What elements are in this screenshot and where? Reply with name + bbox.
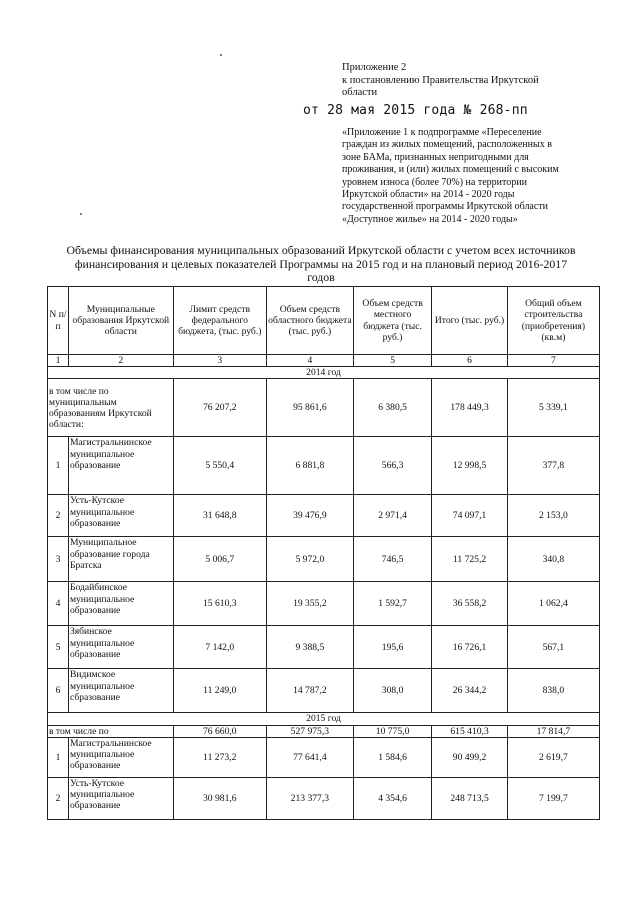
total-value: 6 380,5 (353, 379, 432, 437)
municipality-name: Зябинское муниципальное образование (68, 626, 173, 669)
row-value: 1 062,4 (507, 582, 599, 626)
total-value: 10 775,0 (353, 725, 432, 737)
column-number: 7 (507, 355, 599, 367)
row-value: 308,0 (353, 669, 432, 713)
financing-table (47, 286, 600, 820)
row-value: 12 998,5 (432, 437, 507, 495)
table-row (48, 437, 600, 495)
row-value: 248 713,5 (432, 777, 507, 819)
row-value: 2 971,4 (353, 495, 432, 537)
row-value: 377,8 (507, 437, 599, 495)
total-value: 178 449,3 (432, 379, 507, 437)
table-row (48, 777, 600, 819)
municipality-name: Бодайбинское муниципальное образование (68, 582, 173, 626)
row-value: 7 142,0 (173, 626, 266, 669)
row-value: 26 344,2 (432, 669, 507, 713)
row-value: 838,0 (507, 669, 599, 713)
row-value: 213 377,3 (266, 777, 353, 819)
column-header: Объем средств областного бюджета (тыс. руб.) (266, 287, 353, 355)
note-line: Иркутской области» на 2014 - 2020 годы (342, 189, 515, 201)
section-row (48, 367, 600, 379)
document-title (40, 244, 602, 285)
header-row (48, 287, 600, 355)
note-line: зоне БАМа, признанных непригодными для (342, 151, 529, 163)
row-number: 3 (48, 537, 69, 582)
row-value: 31 648,8 (173, 495, 266, 537)
row-value: 19 355,2 (266, 582, 353, 626)
row-value: 74 097,1 (432, 495, 507, 537)
table-row (48, 495, 600, 537)
row-value: 567,1 (507, 626, 599, 669)
row-value: 14 787,2 (266, 669, 353, 713)
note-line: «Доступное жилье» на 2014 - 2020 годы» (342, 213, 518, 225)
row-number: 5 (48, 626, 69, 669)
total-value: 5 339,1 (507, 379, 599, 437)
total-row (48, 725, 600, 737)
appendix-note (342, 127, 582, 226)
row-value: 5 006,7 (173, 537, 266, 582)
title-line: годов (307, 270, 335, 285)
column-header: Итого (тыс. руб.) (432, 287, 507, 355)
column-header: Общий объем строительства (приобретения) (кв.м) (507, 287, 599, 355)
table-row (48, 626, 600, 669)
municipality-name: Магистральнинское муниципальное образование (68, 437, 173, 495)
row-value: 7 199,7 (507, 777, 599, 819)
row-value: 30 981,6 (173, 777, 266, 819)
row-value: 11 249,0 (173, 669, 266, 713)
row-value: 1 584,6 (353, 737, 432, 777)
total-value: 76 207,2 (173, 379, 266, 437)
row-value: 90 499,2 (432, 737, 507, 777)
municipality-name: Видимское муниципальное сбразование (68, 669, 173, 713)
column-number: 6 (432, 355, 507, 367)
row-value: 39 476,9 (266, 495, 353, 537)
row-value: 2 153,0 (507, 495, 599, 537)
row-value: 566,3 (353, 437, 432, 495)
section-label-2014: 2014 год (48, 367, 600, 379)
total-value: 95 861,6 (266, 379, 353, 437)
row-value: 746,5 (353, 537, 432, 582)
note-line: граждан из жилых помещений, расположенных в (342, 139, 552, 151)
total-value: 76 660,0 (173, 725, 266, 737)
column-number: 4 (266, 355, 353, 367)
total-value: 615 410,3 (432, 725, 507, 737)
municipality-name: Усть-Кутское муниципальное образование (68, 495, 173, 537)
decree-date-number: от 28 мая 2015 года № 268-пп (303, 103, 528, 118)
total-value: 527 975,3 (266, 725, 353, 737)
row-value: 6 881,8 (266, 437, 353, 495)
section-label-2015: 2015 год (48, 713, 600, 725)
row-value: 2 619,7 (507, 737, 599, 777)
note-line: уровнем износа (более 70%) на территории (342, 176, 527, 188)
row-number: 2 (48, 777, 69, 819)
municipality-name: Муниципальное образование города Братска (68, 537, 173, 582)
row-number: 2 (48, 495, 69, 537)
row-value: 11 273,2 (173, 737, 266, 777)
column-header: N п/п (48, 287, 69, 355)
scan-speck (80, 213, 82, 215)
municipality-name: Магистральнинское муниципальное образование (68, 737, 173, 777)
row-value: 5 550,4 (173, 437, 266, 495)
title-line: Объемы финансирования муниципальных образований Иркутской области с учетом всех источников (66, 243, 576, 257)
row-number: 6 (48, 669, 69, 713)
section-row (48, 713, 600, 725)
table-body (48, 287, 600, 820)
row-value: 340,8 (507, 537, 599, 582)
column-number: 2 (68, 355, 173, 367)
column-header: Муниципальные образования Иркутской области (68, 287, 173, 355)
total-label: в том числе по муниципальным образованиям Иркутской области: (48, 379, 174, 437)
municipality-name: Усть-Кутское муниципальное образование (68, 777, 173, 819)
title-line: финансирования и целевых показателей Программы на 2015 год и на плановый период 2016-2017 (74, 256, 568, 271)
row-value: 36 558,2 (432, 582, 507, 626)
table-row (48, 669, 600, 713)
column-number: 1 (48, 355, 69, 367)
row-value: 9 388,5 (266, 626, 353, 669)
row-number: 4 (48, 582, 69, 626)
row-number: 1 (48, 437, 69, 495)
note-line: проживания, и (или) жилых помещений с высоким (342, 164, 559, 176)
table-row (48, 582, 600, 626)
row-value: 77 641,4 (266, 737, 353, 777)
column-number: 3 (173, 355, 266, 367)
row-value: 5 972,0 (266, 537, 353, 582)
row-value: 1 592,7 (353, 582, 432, 626)
table-row (48, 537, 600, 582)
scan-speck (220, 54, 222, 56)
row-value: 16 726,1 (432, 626, 507, 669)
row-number: 1 (48, 737, 69, 777)
appendix-line: области (342, 87, 378, 98)
total-row (48, 379, 600, 437)
column-number-row (48, 355, 600, 367)
column-number: 5 (353, 355, 432, 367)
note-line: «Приложение 1 к подпрограмме «Переселение (342, 127, 542, 138)
total-label: в том числе по (48, 725, 174, 737)
row-value: 11 725,2 (432, 537, 507, 582)
appendix-line: Приложение 2 (342, 62, 407, 73)
table-row (48, 737, 600, 777)
appendix-line: к постановлению Правительства Иркутской (342, 74, 539, 86)
total-value: 17 814,7 (507, 725, 599, 737)
note-line: государственной программы Иркутской области (342, 201, 549, 213)
row-value: 15 610,3 (173, 582, 266, 626)
column-header: Объем средств местного бюджета (тыс. руб.) (353, 287, 432, 355)
row-value: 195,6 (353, 626, 432, 669)
column-header: Лимит средств федерального бюджета, (тыс. руб.) (173, 287, 266, 355)
row-value: 4 354,6 (353, 777, 432, 819)
appendix-reference (342, 62, 582, 100)
